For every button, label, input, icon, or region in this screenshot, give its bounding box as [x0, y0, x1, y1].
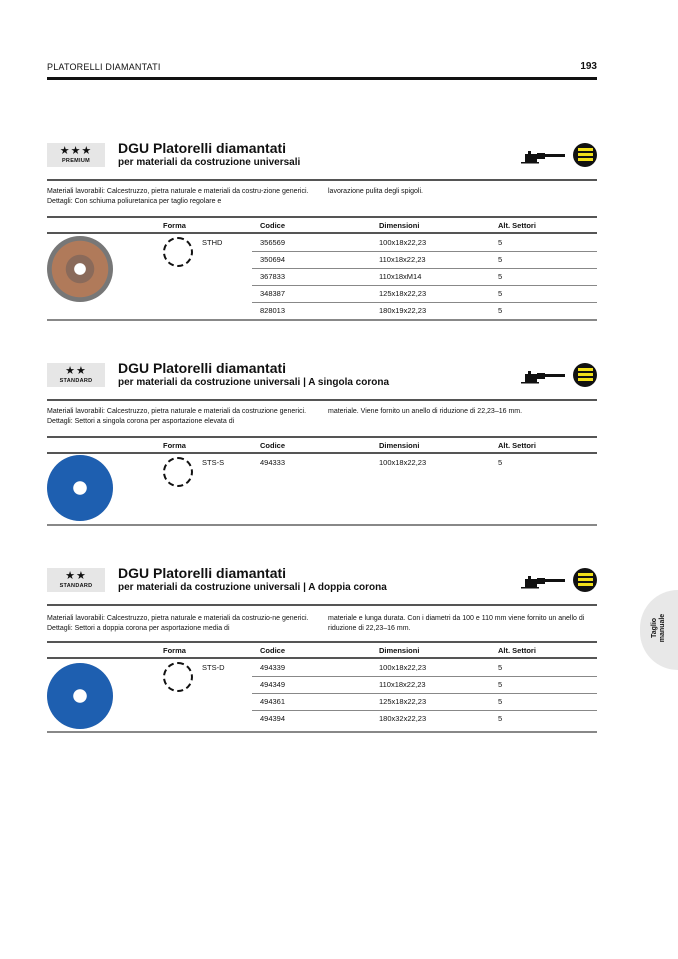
angle-grinder-icon	[521, 574, 565, 590]
cell-codice: 348387	[260, 289, 286, 298]
row-divider	[252, 676, 597, 677]
col-header-alt-settori: Alt. Settori	[498, 441, 536, 450]
cell-dimensioni: 100x18x22,23	[379, 238, 427, 247]
product-title: DGU Platorelli diamantati	[118, 360, 287, 376]
quality-badge	[47, 568, 105, 592]
col-header-alt-settori: Alt. Settori	[498, 646, 536, 655]
angle-grinder-icon	[521, 149, 565, 165]
product-subtitle: per materiali da costruzione universali | A singola corona	[118, 377, 390, 388]
side-tab-line1: Taglio	[651, 617, 658, 639]
description-left: Materiali lavorabili: Calcestruzzo, pietra naturale e materiali da costru-zione generici. Dettagli: Con schiuma poliuretanica per taglio regolare e	[47, 188, 309, 205]
divider	[47, 179, 597, 181]
cell-dimensioni: 100x18x22,23	[379, 663, 427, 672]
cell-alt-settori: 5	[498, 255, 503, 264]
cell-dimensioni: 125x18x22,23	[379, 697, 427, 706]
cell-dimensioni: 180x19x22,23	[379, 306, 427, 315]
cell-dimensioni: 110x18x22,23	[379, 680, 426, 689]
side-tab-label	[651, 612, 667, 644]
cell-alt-settori: 5	[498, 306, 503, 315]
page-number: 193	[580, 61, 597, 72]
divider	[47, 604, 597, 606]
table-top-rule	[47, 436, 597, 438]
product-image	[47, 663, 113, 729]
forma-label: STS-S	[202, 458, 225, 467]
cell-dimensioni: 125x18x22,23	[379, 289, 427, 298]
description-left: Materiali lavorabili: Calcestruzzo, pietra naturale e materiali da costruzione generici. Dettagli: Settori a singola corona per asportazione elevata di	[47, 408, 307, 425]
table-bottom-rule	[47, 524, 597, 526]
col-header-codice: Codice	[260, 441, 286, 450]
cell-codice: 494333	[260, 458, 286, 467]
table-header-rule	[47, 232, 597, 234]
row-divider	[252, 251, 597, 252]
col-header-dimensioni: Dimensioni	[379, 221, 420, 230]
stars-icon: ★★★	[59, 145, 93, 157]
side-tab-line2: manuale	[659, 613, 666, 643]
shape-diagram-icon	[163, 237, 193, 267]
cell-codice: 828013	[260, 306, 286, 315]
col-header-codice: Codice	[260, 221, 286, 230]
table-header-rule	[47, 657, 597, 659]
quality-level: PREMIUM	[61, 158, 91, 164]
description-left: Materiali lavorabili: Calcestruzzo, pietra naturale e materiali da costruzio-ne generici. Dettagli: Settori a doppia corona per asportazione media di	[47, 615, 309, 632]
forma-label: STHD	[202, 238, 223, 247]
col-header-dimensioni: Dimensioni	[379, 646, 420, 655]
col-header-forma: Forma	[163, 441, 186, 450]
quality-level: STANDARD	[59, 378, 93, 384]
col-header-alt-settori: Alt. Settori	[498, 221, 536, 230]
table-bottom-rule	[47, 319, 597, 321]
cell-codice: 356569	[260, 238, 286, 247]
table-header-rule	[47, 452, 597, 454]
cell-alt-settori: 5	[498, 458, 503, 467]
shape-diagram-icon	[163, 662, 193, 692]
description-right: materiale. Viene fornito un anello di riduzione di 22,23–16 mm.	[328, 408, 523, 415]
masonry-material-icon	[573, 568, 597, 592]
cell-alt-settori: 5	[498, 714, 503, 723]
product-title: DGU Platorelli diamantati	[118, 565, 287, 581]
cell-dimensioni: 180x32x22,23	[379, 714, 427, 723]
angle-grinder-icon	[521, 369, 565, 385]
cell-alt-settori: 5	[498, 289, 503, 298]
product-subtitle: per materiali da costruzione universali	[118, 157, 301, 168]
cell-alt-settori: 5	[498, 680, 503, 689]
masonry-material-icon	[573, 363, 597, 387]
cell-dimensioni: 100x18x22,23	[379, 458, 427, 467]
product-image	[47, 455, 113, 521]
cell-codice: 494394	[260, 714, 286, 723]
row-divider	[252, 302, 597, 303]
row-divider	[252, 693, 597, 694]
description-right: lavorazione pulita degli spigoli.	[328, 188, 423, 195]
cell-codice: 494349	[260, 680, 286, 689]
product-subtitle: per materiali da costruzione universali | A doppia corona	[118, 582, 387, 593]
quality-badge	[47, 143, 105, 167]
page-header-title: PLATORELLI DIAMANTATI	[47, 62, 161, 72]
stars-icon: ★★	[65, 365, 87, 377]
shape-diagram-icon	[163, 457, 193, 487]
row-divider	[252, 710, 597, 711]
quality-badge	[47, 363, 105, 387]
cell-alt-settori: 5	[498, 697, 503, 706]
cell-alt-settori: 5	[498, 238, 503, 247]
quality-level: STANDARD	[59, 583, 93, 589]
description-right: materiale e lunga durata. Con i diametri da 100 e 110 mm viene fornito un anello di riduzione di 22,23–16 mm.	[328, 615, 585, 632]
col-header-codice: Codice	[260, 646, 286, 655]
header-divider	[47, 77, 597, 80]
cell-codice: 350694	[260, 255, 286, 264]
divider	[47, 399, 597, 401]
stars-icon: ★★	[65, 570, 87, 582]
col-header-forma: Forma	[163, 221, 186, 230]
cell-alt-settori: 5	[498, 272, 503, 281]
table-top-rule	[47, 216, 597, 218]
product-title: DGU Platorelli diamantati	[118, 140, 287, 156]
forma-label: STS-D	[202, 663, 225, 672]
cell-codice: 494339	[260, 663, 286, 672]
table-top-rule	[47, 641, 597, 643]
cell-alt-settori: 5	[498, 663, 503, 672]
table-bottom-rule	[47, 731, 597, 733]
col-header-forma: Forma	[163, 646, 186, 655]
masonry-material-icon	[573, 143, 597, 167]
cell-dimensioni: 110x18xM14	[379, 272, 422, 281]
cell-codice: 367833	[260, 272, 286, 281]
cell-codice: 494361	[260, 697, 286, 706]
row-divider	[252, 268, 597, 269]
col-header-dimensioni: Dimensioni	[379, 441, 420, 450]
product-image	[47, 236, 113, 302]
cell-dimensioni: 110x18x22,23	[379, 255, 426, 264]
row-divider	[252, 285, 597, 286]
